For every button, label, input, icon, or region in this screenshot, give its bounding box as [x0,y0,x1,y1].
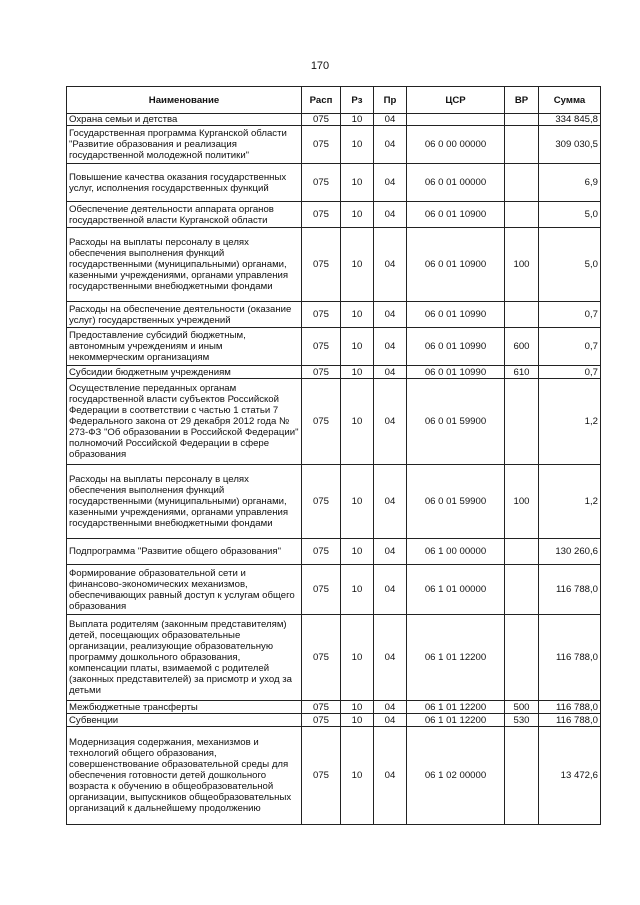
row-vr: 100 [505,465,539,539]
row-csr: 06 0 01 10990 [407,328,505,366]
row-name: Формирование образовательной сети и финансово-экономических механизмов, обеспечивающих равный доступ к услугам общего образования [67,565,302,615]
row-sum: 0,7 [539,328,601,366]
table-row [67,202,601,228]
table-row [67,126,601,164]
row-csr: 06 1 01 00000 [407,565,505,615]
row-sum: 334 845,8 [539,114,601,126]
row-rasp: 075 [302,302,341,328]
table-row [67,539,601,565]
header-sum: Сумма [539,87,601,114]
row-csr: 06 0 01 10900 [407,228,505,302]
row-rz: 10 [341,565,374,615]
row-name: Расходы на выплаты персоналу в целях обеспечения выполнения функций государственными (муниципальными) органами, казенными учреждениями, органами управления государственными внебюджетными фондами [67,228,302,302]
row-sum: 5,0 [539,228,601,302]
row-vr: 600 [505,328,539,366]
row-rz: 10 [341,164,374,202]
row-rz: 10 [341,126,374,164]
table-row [67,565,601,615]
row-csr: 06 0 00 00000 [407,126,505,164]
row-csr: 06 1 01 12200 [407,615,505,701]
header-rz: Рз [341,87,374,114]
row-pr: 04 [374,114,407,126]
budget-table [66,86,601,825]
row-pr: 04 [374,202,407,228]
row-name: Государственная программа Курганской области "Развитие образования и реализация государственной молодежной политики" [67,126,302,164]
row-vr [505,615,539,701]
row-rasp: 075 [302,539,341,565]
row-pr: 04 [374,328,407,366]
row-pr: 04 [374,727,407,825]
header-csr: ЦСР [407,87,505,114]
row-rasp: 075 [302,701,341,714]
table-row [67,302,601,328]
row-sum: 130 260,6 [539,539,601,565]
header-pr: Пр [374,87,407,114]
row-name: Модернизация содержания, механизмов и технологий общего образования, совершенствование образовательной среды для обеспечения готовности детей дошкольного возраста к обучению в общеобразовательной организации, выпускников общеобразовательных организаций к дальнейшему продолжению [67,727,302,825]
row-pr: 04 [374,714,407,727]
row-vr: 530 [505,714,539,727]
row-sum: 5,0 [539,202,601,228]
row-rz: 10 [341,539,374,565]
table-row [67,164,601,202]
header-vr: ВР [505,87,539,114]
row-sum: 0,7 [539,302,601,328]
row-vr [505,302,539,328]
row-name: Обеспечение деятельности аппарата органов государственной власти Курганской области [67,202,302,228]
row-rz: 10 [341,202,374,228]
table-row [67,714,601,727]
row-csr: 06 0 01 59900 [407,379,505,465]
row-rasp: 075 [302,328,341,366]
row-sum: 116 788,0 [539,565,601,615]
row-pr: 04 [374,615,407,701]
table-row [67,701,601,714]
row-name: Повышение качества оказания государственных услуг, исполнения государственных функций [67,164,302,202]
row-rasp: 075 [302,714,341,727]
table-row [67,379,601,465]
row-pr: 04 [374,379,407,465]
row-name: Выплата родителям (законным представителям) детей, посещающих образовательные организации, реализующие образовательную программу дошкольного образования, компенсации платы, взимаемой с родителей (законных представителей) за присмотр и уход за детьми [67,615,302,701]
row-pr: 04 [374,701,407,714]
row-csr: 06 1 02 00000 [407,727,505,825]
row-name: Расходы на обеспечение деятельности (оказание услуг) государственных учреждений [67,302,302,328]
row-rasp: 075 [302,727,341,825]
row-vr [505,727,539,825]
row-csr: 06 0 01 10900 [407,202,505,228]
row-vr: 100 [505,228,539,302]
row-name: Расходы на выплаты персоналу в целях обеспечения выполнения функций государственными (муниципальными) органами, казенными учреждениями, органами управления государственными внебюджетными фондами [67,465,302,539]
row-pr: 04 [374,302,407,328]
row-vr [505,539,539,565]
row-vr [505,114,539,126]
row-rasp: 075 [302,465,341,539]
row-rz: 10 [341,114,374,126]
row-pr: 04 [374,565,407,615]
row-csr [407,114,505,126]
row-rasp: 075 [302,114,341,126]
table-row [67,328,601,366]
row-rasp: 075 [302,379,341,465]
row-rasp: 075 [302,164,341,202]
row-vr [505,202,539,228]
row-sum: 13 472,6 [539,727,601,825]
row-vr [505,379,539,465]
row-vr: 610 [505,366,539,379]
row-rz: 10 [341,328,374,366]
row-vr [505,164,539,202]
row-rz: 10 [341,714,374,727]
row-name: Подпрограмма "Развитие общего образования" [67,539,302,565]
row-rz: 10 [341,366,374,379]
row-rz: 10 [341,615,374,701]
row-name: Осуществление переданных органам государственной власти субъектов Российской Федерации в соответствии с частью 1 статьи 7 Федерального закона от 29 декабря 2012 года № 273-ФЗ "Об образовании в Российской Федерации" полномочий Российской Федерации в сфере образования [67,379,302,465]
row-name: Субвенции [67,714,302,727]
row-pr: 04 [374,164,407,202]
table-row [67,727,601,825]
row-vr: 500 [505,701,539,714]
row-csr: 06 1 01 12200 [407,714,505,727]
row-sum: 6,9 [539,164,601,202]
row-csr: 06 0 01 10990 [407,302,505,328]
row-sum: 309 030,5 [539,126,601,164]
row-pr: 04 [374,228,407,302]
row-sum: 0,7 [539,366,601,379]
table-header-row [67,87,601,114]
row-csr: 06 1 00 00000 [407,539,505,565]
row-name: Межбюджетные трансферты [67,701,302,714]
row-rz: 10 [341,727,374,825]
row-rasp: 075 [302,565,341,615]
row-pr: 04 [374,465,407,539]
page-number: 170 [310,60,330,72]
row-rz: 10 [341,701,374,714]
row-rz: 10 [341,379,374,465]
row-name: Субсидии бюджетным учреждениям [67,366,302,379]
row-vr [505,565,539,615]
table-row [67,114,601,126]
row-sum: 116 788,0 [539,714,601,727]
header-rasp: Расп [302,87,341,114]
table-row [67,615,601,701]
row-sum: 1,2 [539,379,601,465]
row-pr: 04 [374,126,407,164]
row-rz: 10 [341,228,374,302]
table-row [67,228,601,302]
row-rz: 10 [341,302,374,328]
row-rasp: 075 [302,228,341,302]
row-pr: 04 [374,539,407,565]
row-rz: 10 [341,465,374,539]
row-csr: 06 0 01 00000 [407,164,505,202]
row-pr: 04 [374,366,407,379]
row-rasp: 075 [302,615,341,701]
header-name: Наименование [67,87,302,114]
row-rasp: 075 [302,202,341,228]
row-csr: 06 0 01 10990 [407,366,505,379]
row-rasp: 075 [302,366,341,379]
row-sum: 116 788,0 [539,615,601,701]
row-vr [505,126,539,164]
row-name: Охрана семьи и детства [67,114,302,126]
row-sum: 1,2 [539,465,601,539]
table-row [67,366,601,379]
row-sum: 116 788,0 [539,701,601,714]
row-name: Предоставление субсидий бюджетным, автономным учреждениям и иным некоммерческим организациям [67,328,302,366]
row-csr: 06 1 01 12200 [407,701,505,714]
row-csr: 06 0 01 59900 [407,465,505,539]
row-rasp: 075 [302,126,341,164]
table-row [67,465,601,539]
